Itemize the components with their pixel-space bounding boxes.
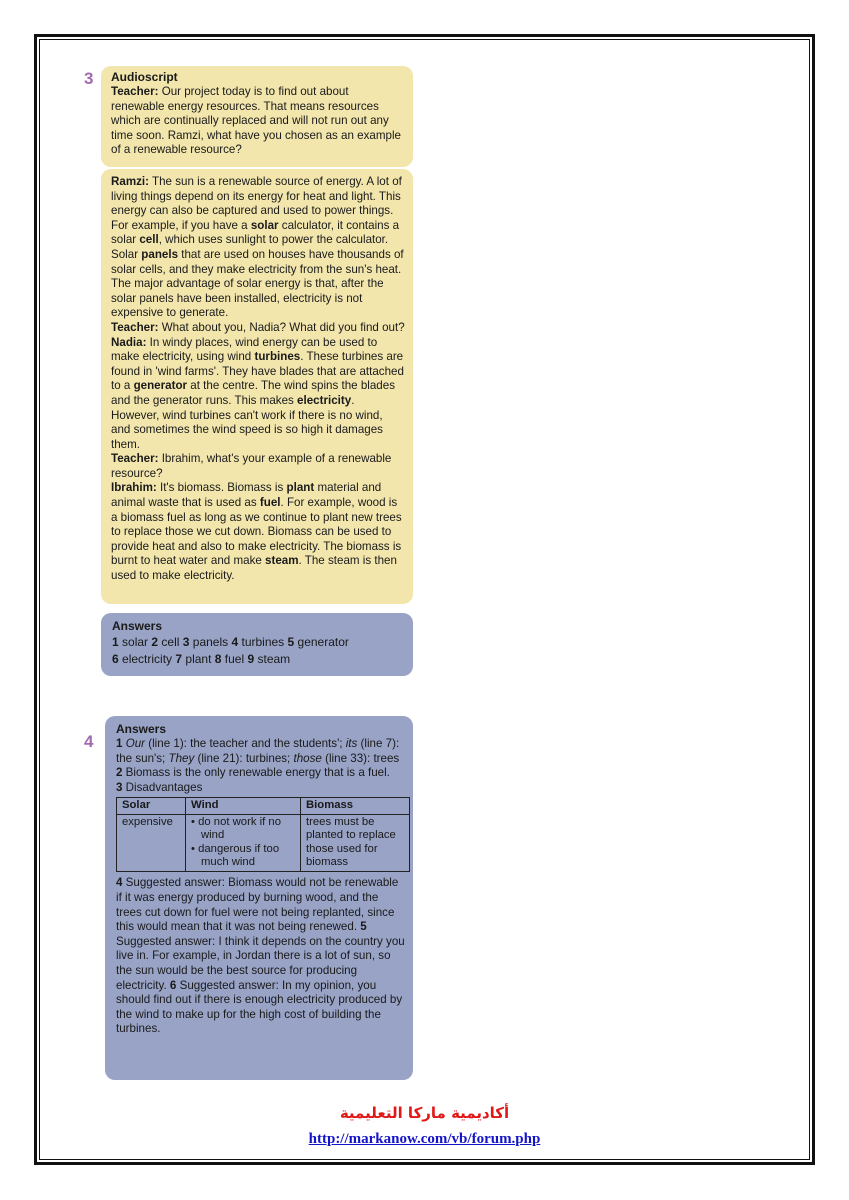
audioscript-dialogue-box [101,169,413,604]
audioscript-intro-box [101,66,413,167]
ramzi-line: Ramzi: The sun is a renewable source of energy. A lot of living things depend on its energy for heat and light. This energy can also be captured and used to power things. For example, if you have a solar calculator, it contains a solar cell, which uses sunlight to power the calculator. Solar panels that are used on houses have thousands of solar cells, and they make electricity from the sun's heat. The major advantage of solar energy is that, after the solar panels have been installed, electricity is not expensive to generate. [111,175,404,320]
teacher-line-3: Teacher: Ibrahim, what's your example of a renewable resource? [111,452,392,480]
teacher-line-2: Teacher: What about you, Nadia? What did you find out? [111,320,405,334]
section-number-4: 4 [84,732,94,751]
table-header-biomass: Biomass [301,798,410,814]
answers-line-1: 1 solar 2 cell 3 panels 4 turbines 5 generator [112,635,349,649]
disadvantages-table [116,797,410,872]
table-cell-solar: expensive [117,814,186,872]
audioscript-heading: Audioscript [111,70,178,84]
table-cell-biomass: trees must be planted to replace those used for biomass [301,814,410,872]
answers-heading: Answers [112,619,163,633]
table-header-wind: Wind [186,798,301,814]
section-number-3: 3 [84,69,94,88]
footer-arabic-title: أكاديمية ماركا التعليمية [339,1104,510,1122]
table-cell-wind: • do not work if no wind • dangerous if too much wind [186,814,301,872]
answer-3: 3 Disadvantages [116,780,203,794]
ibrahim-line: Ibrahim: It's biomass. Biomass is plant material and animal waste that is used as fuel. For example, wood is a biomass fuel as long as we continue to plant new trees to replace those we cut down. Biomass can be used to provide heat and also to make electricity. The biomass is burnt to heat water and make steam. The steam is then used to make electricity. [111,481,402,583]
section4-heading: Answers [116,722,167,736]
section4-answers-box [105,716,413,1080]
answers-line-2: 6 electricity 7 plant 8 fuel 9 steam [112,652,291,666]
forum-link[interactable]: http://markanow.com/vb/forum.php [308,1131,541,1147]
teacher-line-1: Teacher: Our project today is to find out about renewable energy resources. That means resources which are continually replaced and will not run out any time soon. Ramzi, what have you chosen as an example of a renewable resource? [111,85,401,157]
nadia-line: Nadia: In windy places, wind energy can be used to make electricity, using wind turbines. These turbines are found in 'wind farms'. They have blades that are attached to a generator at the centre. The wind spins the blades and the generator runs. This makes electricity. However, wind turbines can't work if there is no wind, and sometimes the wind speed is so high it damages them. [111,335,404,451]
table-header-solar: Solar [117,798,186,814]
answer-1-2: 1 Our (line 1): the teacher and the students'; its (line 7): the sun's; They (line 21): turbines; those (line 33): trees 2 Biomass is the only renewable energy that is a fuel. [116,737,400,780]
section3-answers-box [101,613,413,676]
footer-url [0,1131,849,1148]
answer-4-6: 4 Suggested answer: Biomass would not be renewable if it was energy produced by burning wood, and the trees cut down for fuel were not being replanted, since this would mean that it was not being renewed. 5 Suggested answer: I think it depends on the country you live in. For example, in Jordan there is a lot of sun, so the sun would be the best source for producing electricity. 6 Suggested answer: In my opinion, you should find out if there is enough electricity produced by the wind to make up for the high cost of building the turbines. [116,876,405,1036]
